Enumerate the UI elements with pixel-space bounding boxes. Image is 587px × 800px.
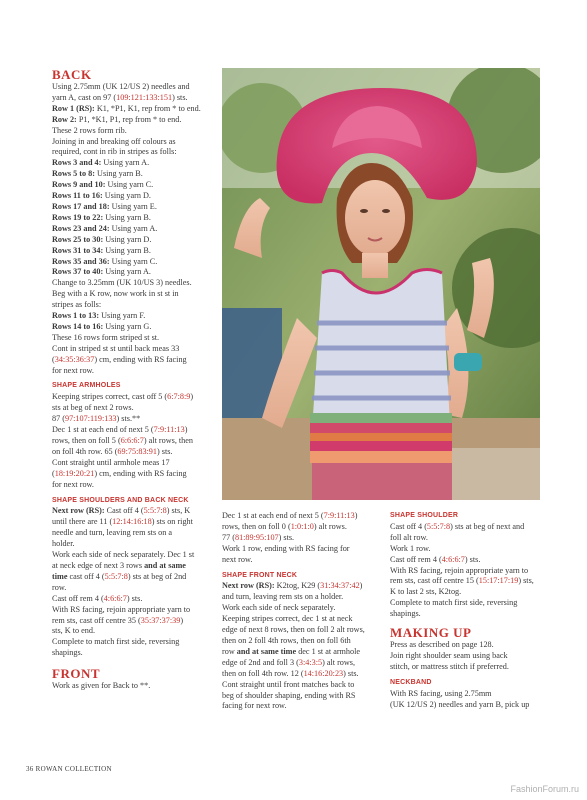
instruction-line	[390, 662, 550, 673]
size-values: 35:37:37:39	[140, 615, 181, 625]
text-run: Using yarn C.	[105, 180, 154, 190]
text-run: then on foll 4th row. 12 (	[222, 668, 304, 678]
bold-text: and at same time	[236, 646, 297, 656]
instruction-line	[52, 550, 222, 561]
section-subheading: SHAPE FRONT NECK	[222, 571, 298, 579]
instruction-line	[52, 180, 222, 191]
size-values: 81:89:95:107	[234, 532, 279, 542]
bold-text: Rows 1 to 13:	[52, 311, 100, 321]
size-values: 34:35:36:37	[54, 354, 95, 364]
instruction-line	[390, 533, 550, 544]
bold-text: Rows 17 and 18:	[52, 201, 110, 211]
instruction-line	[52, 257, 222, 268]
instruction-line	[52, 528, 222, 539]
instruction-line	[52, 480, 222, 491]
instruction-line	[222, 636, 387, 647]
size-values: 6:7:8:9	[167, 392, 191, 402]
column-left	[52, 67, 222, 692]
instruction-line	[52, 246, 222, 257]
text-run: Cont in striped st st until back meas 33	[52, 343, 180, 353]
size-values: 4:6:6:7	[103, 593, 127, 603]
text-run: ) sts.	[157, 446, 173, 456]
instruction-line	[52, 616, 222, 627]
text-run: row	[222, 646, 237, 656]
size-values: 109:121:133:151	[116, 92, 173, 102]
text-run: rows, then on foll 0 (	[222, 521, 291, 531]
text-run: ) alt rows, then	[143, 436, 194, 445]
text-run: Press as described on page 128.	[390, 640, 494, 650]
text-run: Work each side of neck separately.	[222, 603, 336, 613]
text-run: 87 (	[52, 414, 65, 424]
text-run: Using yarn E.	[109, 201, 157, 211]
instruction-line	[52, 82, 222, 93]
front-instructions	[52, 681, 222, 692]
text-run: ) sts.	[278, 532, 295, 542]
instruction-line	[52, 344, 222, 355]
text-run: These 2 rows form rib.	[52, 125, 127, 135]
column-middle	[222, 511, 387, 712]
instruction-line	[52, 648, 222, 659]
text-run: Cont straight until armhole meas 17	[52, 457, 170, 467]
text-run: ) sts.**	[116, 414, 141, 424]
instruction-line	[52, 93, 222, 104]
instruction-line	[222, 592, 387, 603]
size-values: 6:6:6:7	[120, 436, 144, 445]
size-values: 1:0:1:0	[290, 521, 314, 531]
instruction-line	[222, 680, 387, 691]
section-subheading: NECKBAND	[390, 678, 432, 686]
section-subheading: SHAPE ARMHOLES	[52, 382, 121, 390]
text-run: ) sts.	[464, 554, 481, 564]
text-run: ) sts on right	[151, 517, 193, 527]
bold-text: Rows 11 to 16:	[52, 191, 103, 201]
text-run: ) alt rows.	[313, 521, 347, 531]
bold-text: Rows 14 to 16:	[52, 321, 104, 331]
text-run: ) cm, ending with RS facing	[94, 354, 187, 364]
instruction-line	[52, 392, 222, 403]
text-run: ) sts.	[172, 92, 188, 102]
instruction-line	[52, 506, 222, 517]
text-run: These 16 rows form striped st st.	[52, 332, 160, 342]
text-run: Cast off 4 (	[390, 521, 427, 531]
instruction-line	[52, 366, 222, 377]
text-run: (UK 12/US 2) needles and yarn B, pick up	[390, 699, 530, 709]
instruction-line	[222, 647, 387, 658]
instruction-line	[52, 414, 222, 425]
text-run: K1, *P1, K1, rep from * to end.	[94, 103, 201, 113]
instruction-line	[222, 701, 387, 712]
size-values: 5:5:7:8	[104, 571, 128, 581]
bold-text: Next row (RS):	[52, 506, 105, 516]
text-run: ) sts,	[518, 576, 534, 586]
instruction-line	[52, 447, 222, 458]
text-run: Work 1 row, ending with RS facing for	[222, 543, 350, 553]
text-run: ) sts.	[126, 593, 143, 603]
text-run: Cast off rem 4 (	[52, 593, 104, 603]
text-run: With RS facing, rejoin appropriate yarn to	[390, 565, 529, 575]
bold-text: Rows 9 and 10:	[52, 180, 106, 190]
text-run: (	[52, 468, 55, 478]
model-photo	[222, 68, 540, 500]
bold-text: Rows 37 to 40:	[52, 267, 104, 277]
instruction-line	[52, 158, 222, 169]
front-neck-instructions	[222, 511, 387, 712]
text-run: With RS facing, rejoin appropriate yarn to	[52, 604, 191, 614]
back-heading: BACK	[52, 67, 92, 82]
text-run: shapings.	[390, 609, 421, 619]
size-values: 69:75:83:91	[117, 446, 157, 456]
instruction-line	[52, 289, 222, 300]
bold-text: time	[52, 571, 68, 581]
text-run: Using yarn A.	[103, 267, 151, 277]
bold-text: Rows 5 to 8:	[52, 169, 95, 179]
text-run: Keeping stripes correct, cast off 5 (	[52, 392, 168, 402]
instruction-line	[222, 555, 387, 566]
instruction-line	[52, 626, 222, 637]
instruction-line	[390, 598, 550, 609]
instruction-line	[52, 403, 222, 414]
instruction-line	[390, 544, 550, 555]
bold-text: Rows 35 and 36:	[52, 256, 110, 266]
instruction-line	[52, 235, 222, 246]
instruction-line	[52, 278, 222, 289]
instruction-line	[52, 583, 222, 594]
text-run: rem sts, cast off centre 35 (	[52, 615, 141, 625]
instruction-line	[52, 300, 222, 311]
instruction-line	[52, 517, 222, 528]
bold-text: and at same	[144, 560, 186, 570]
instruction-line	[222, 614, 387, 625]
instruction-line	[52, 594, 222, 605]
text-run: dec 1 st at armhole	[296, 646, 361, 656]
instruction-line	[52, 147, 222, 158]
size-values: 7:9:11:13	[323, 511, 355, 520]
text-run: Dec 1 st at each end of next 5 (	[52, 425, 154, 435]
text-run: Cont straight until front matches back to	[222, 679, 355, 689]
bold-text: Next row (RS):	[222, 581, 275, 591]
instruction-line	[390, 566, 550, 577]
bold-text: Rows 25 to 30:	[52, 234, 104, 244]
size-values: 5:5:7:8	[426, 521, 451, 531]
instruction-line	[52, 572, 222, 583]
text-run: Using yarn A.	[109, 223, 158, 233]
text-run: K to last 2 sts, K2tog.	[390, 587, 462, 597]
instruction-line	[52, 333, 222, 344]
section-subheading: SHAPE SHOULDER	[390, 512, 459, 519]
size-values: 12:14:16:18	[112, 517, 152, 527]
text-run: Cast off rem 4 (	[390, 554, 442, 564]
text-run: Change to 3.25mm (UK 10/US 3) needles.	[52, 278, 192, 288]
page-footer: 36 ROWAN COLLECTION	[26, 765, 112, 773]
text-run: beg of shoulder shaping, ending with RS	[222, 690, 356, 700]
text-run: for next row.	[52, 479, 94, 489]
text-run: row.	[52, 582, 67, 592]
instruction-line	[390, 576, 550, 587]
instruction-line	[222, 691, 387, 702]
text-run: then on 2 foll 4th rows, then on foll 6th	[222, 635, 351, 645]
instruction-line	[52, 322, 222, 333]
text-run: )	[180, 615, 184, 625]
instruction-line	[52, 605, 222, 616]
size-values: 4:6:6:7	[441, 554, 465, 564]
text-run: edge of 2nd and foll 3 (	[222, 657, 299, 667]
instruction-line	[52, 561, 222, 572]
text-run: ) sts at beg of next and	[450, 521, 525, 531]
instruction-line	[222, 658, 387, 669]
text-run: Using yarn B.	[94, 169, 143, 179]
instruction-line	[52, 224, 222, 235]
size-values: 97:107:119:133	[64, 414, 117, 424]
size-values: 5:5:7:8	[143, 506, 167, 516]
instruction-line	[52, 202, 222, 213]
text-run: and turn, leaving rem sts on a holder.	[222, 592, 344, 602]
watermark: FashionForum.ru	[510, 784, 579, 794]
bold-text: Row 1 (RS):	[52, 103, 95, 113]
text-run: stitch, or mattress stitch if preferred.	[390, 661, 509, 671]
text-run: Complete to match first side, reversing	[390, 598, 518, 608]
shoulder-instructions	[390, 511, 550, 620]
text-run: stripes as folls:	[52, 300, 102, 310]
instruction-line	[222, 544, 387, 555]
instruction-line	[52, 169, 222, 180]
instruction-line	[390, 522, 550, 533]
text-run: on foll 4th row. 65 (	[52, 446, 118, 456]
instruction-line	[390, 700, 550, 711]
text-run: 77 (	[222, 532, 235, 542]
text-run: Using yarn F.	[99, 311, 146, 321]
text-run: Using 2.75mm (UK 12/US 2) needles and	[52, 82, 190, 91]
instruction-line	[52, 267, 222, 278]
text-run: Using yarn B.	[103, 245, 151, 255]
instruction-line	[390, 555, 550, 566]
text-run: Work 1 row.	[390, 543, 431, 553]
instruction-line	[52, 115, 222, 126]
text-run: cast off 4 (	[67, 571, 105, 581]
instruction-line	[222, 522, 387, 533]
text-run: Using yarn D.	[103, 234, 152, 244]
instruction-line	[52, 436, 222, 447]
text-run: )	[184, 425, 188, 435]
instruction-line	[52, 104, 222, 115]
text-run: Work as given for Back to **.	[52, 681, 151, 691]
size-values: 14:16:20:23	[303, 668, 344, 678]
text-run: Beg with a K row, now work in st st in	[52, 289, 179, 299]
text-run: required, cont in rib in stripes as folls:	[52, 147, 177, 157]
text-run: Dec 1 st at each end of next 5 (	[222, 511, 324, 520]
text-run: )	[354, 511, 358, 520]
text-run: Joining in and breaking off colours as	[52, 136, 176, 146]
instruction-line	[390, 640, 550, 651]
instruction-line	[390, 651, 550, 662]
instruction-line	[52, 213, 222, 224]
bold-text: Rows 23 and 24:	[52, 223, 110, 233]
front-heading: FRONT	[52, 666, 100, 682]
size-values: 7:9:11:13	[153, 425, 185, 435]
instruction-line	[52, 539, 222, 550]
text-run: Using yarn B.	[103, 212, 151, 222]
back-instructions	[52, 82, 222, 659]
text-run: rem sts, cast off centre 15 (	[390, 576, 479, 586]
text-run: for next row.	[52, 365, 94, 375]
bold-text: Rows 31 to 34:	[52, 245, 104, 255]
instruction-line	[390, 609, 550, 620]
text-run: facing for next row.	[222, 701, 287, 711]
instruction-line	[222, 669, 387, 680]
text-run: sts at beg of next 2 rows.	[52, 403, 134, 413]
instruction-line	[52, 191, 222, 202]
text-run: Work each side of neck separately. Dec 1 st	[52, 550, 195, 560]
text-run: Complete to match first side, reversing	[52, 637, 180, 647]
text-run: sts, K to end.	[52, 626, 95, 636]
text-run: Cast off 4 (	[104, 506, 144, 516]
instruction-line	[52, 137, 222, 148]
text-run: ) sts.	[343, 668, 359, 678]
instruction-line	[222, 625, 387, 636]
text-run: ) alt rows,	[322, 657, 356, 667]
instruction-line	[52, 681, 222, 692]
text-run: K2tog, K29 (	[274, 581, 321, 591]
text-run: ) cm, ending with RS facing	[94, 468, 187, 478]
text-run: Using yarn D.	[102, 191, 151, 201]
text-run: shapings.	[52, 648, 83, 658]
instruction-line	[222, 581, 387, 592]
size-values: 15:17:17:19	[478, 576, 519, 586]
text-run: With RS facing, using 2.75mm	[390, 688, 492, 698]
instruction-line	[390, 689, 550, 700]
text-run: next row.	[222, 554, 253, 564]
text-run: at neck edge of next 3 rows	[52, 560, 145, 570]
text-run: rows, then on foll 5 (	[52, 436, 121, 445]
instruction-line	[52, 311, 222, 322]
text-run: Using yarn G.	[103, 321, 152, 331]
section-subheading: SHAPE SHOULDERS AND BACK NECK	[52, 496, 189, 504]
instruction-line	[222, 511, 387, 522]
bold-text: Row 2:	[52, 114, 77, 124]
text-run: edge of next 8 rows, then on foll 2 alt rows,	[222, 625, 365, 635]
text-run: holder.	[52, 539, 75, 549]
instruction-line	[52, 458, 222, 469]
making-up-heading: MAKING UP	[390, 625, 472, 641]
text-run: Join right shoulder seam using back	[390, 650, 508, 660]
instruction-line	[52, 355, 222, 366]
text-run: )	[359, 581, 363, 591]
text-run: until there are 11 (	[52, 517, 113, 527]
text-run: )	[190, 392, 194, 402]
text-run: P1, *K1, P1, rep from * to end.	[76, 114, 182, 124]
instruction-line	[222, 603, 387, 614]
size-values: 31:34:37:42	[320, 581, 360, 591]
text-run: ) sts at beg of 2nd	[127, 571, 187, 581]
text-run: yarn A, cast on 97 (	[52, 92, 117, 102]
text-run: Using yarn C.	[109, 256, 158, 266]
text-run: foll alt row.	[390, 532, 428, 542]
bold-text: Rows 3 and 4:	[52, 158, 102, 168]
instruction-line	[52, 469, 222, 480]
instruction-line	[390, 587, 550, 598]
size-values: 18:19:20:21	[54, 468, 95, 478]
instruction-line	[52, 126, 222, 137]
text-run: Using yarn A.	[101, 158, 150, 168]
text-run: needle and turn, leaving rem sts on a	[52, 528, 173, 538]
instruction-line	[222, 533, 387, 544]
making-up-instructions	[390, 640, 550, 710]
text-run: ) sts, K	[166, 506, 191, 516]
size-values: 3:4:3:5	[298, 657, 323, 667]
column-right	[390, 506, 550, 711]
instruction-line	[52, 425, 222, 436]
text-run: Keeping stripes correct, dec 1 st at neck	[222, 614, 353, 624]
bold-text: Rows 19 to 22:	[52, 212, 104, 222]
text-run: (	[52, 354, 55, 364]
instruction-line	[52, 637, 222, 648]
